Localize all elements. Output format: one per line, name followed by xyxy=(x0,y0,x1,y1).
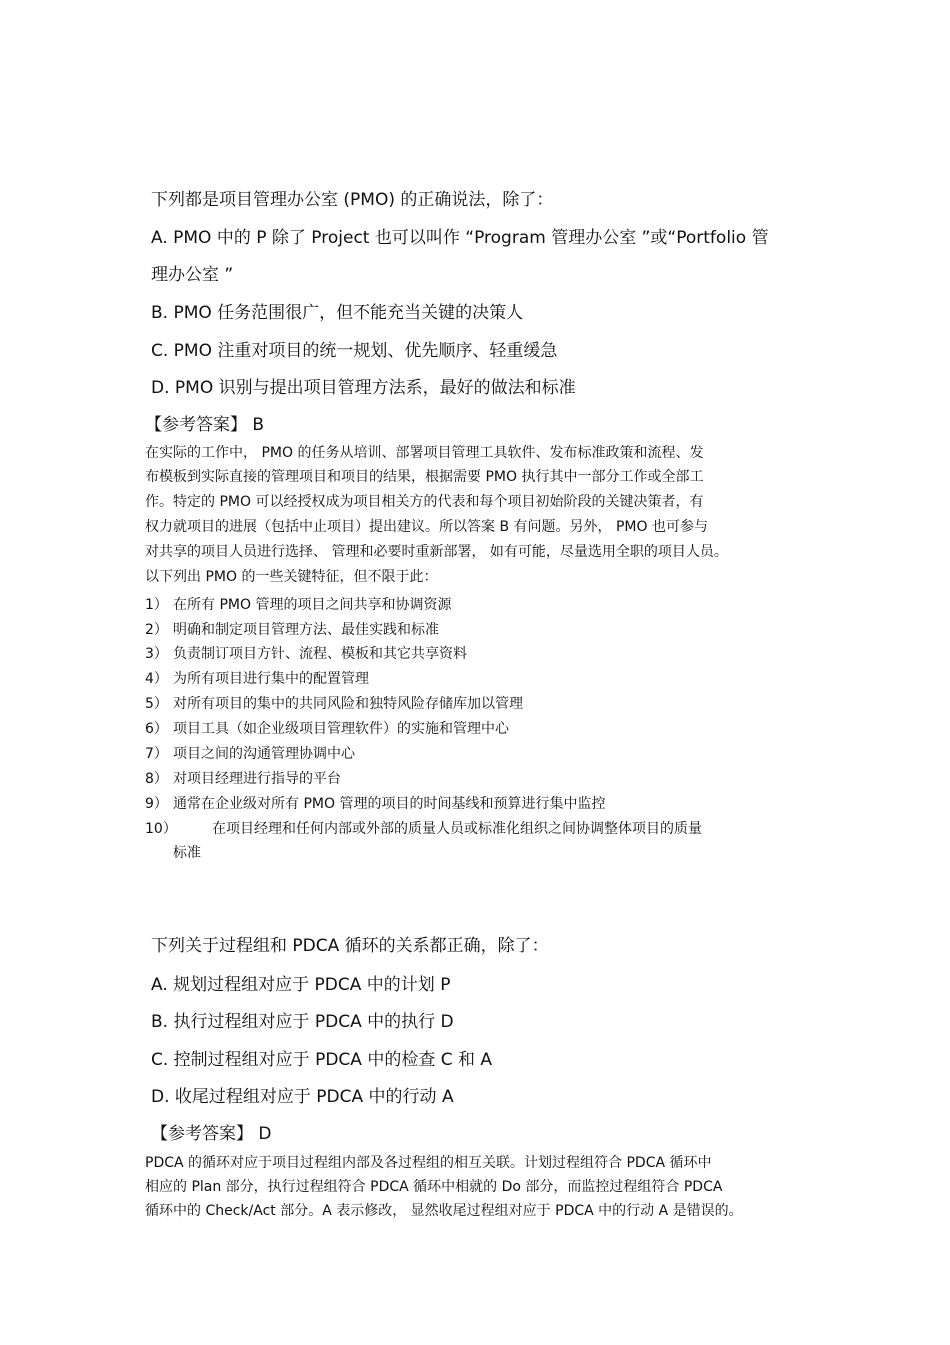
list-item-number: 5） xyxy=(145,696,168,712)
list-item xyxy=(145,594,451,614)
list-item-text: 明确和制定项目管理方法、最佳实践和标准 xyxy=(173,622,439,638)
list-item-number: 7） xyxy=(145,746,168,762)
q1-option-c: C. PMO 注重对项目的统一规划、优先顺序、轻重缓急 xyxy=(151,341,558,361)
list-item-text: 对所有项目的集中的共同风险和独特风险存储库加以管理 xyxy=(173,696,523,712)
list-item-number: 1） xyxy=(145,597,168,613)
list-item-text: 负责制订项目方针、流程、模板和其它共享资料 xyxy=(173,646,467,662)
q2-question: 下列关于过程组和 PDCA 循环的关系都正确，除了： xyxy=(151,936,549,956)
list-item-number: 2） xyxy=(145,622,168,638)
list-item xyxy=(145,668,369,688)
q1-explain-line: 对共享的项目人员进行选择、 管理和必要时重新部署， 如有可能，尽量选用全职的项目人员。 xyxy=(145,544,728,560)
q2-option-c: C. 控制过程组对应于 PDCA 中的检查 C 和 A xyxy=(151,1050,493,1070)
q2-explain-line: 循环中的 Check/Act 部分。A 表示修改， 显然收尾过程组对应于 PDCA 中的行动 A 是错误的。 xyxy=(145,1203,743,1219)
list-item-number: 3） xyxy=(145,646,168,662)
q1-option-b: B. PMO 任务范围很广，但不能充当关键的决策人 xyxy=(151,303,524,323)
list-item xyxy=(145,768,341,788)
list-item-text: 对项目经理进行指导的平台 xyxy=(173,771,341,787)
list-item-number: 4） xyxy=(145,671,168,687)
q1-explain-line: 布模板到实际直接的管理项目和项目的结果，根据需要 PMO 执行其中一部分工作或全部工 xyxy=(145,469,704,485)
list-item-text-cont: 标准 xyxy=(173,845,201,861)
q1-explain-line: 在实际的工作中， PMO 的任务从培训、部署项目管理工具软件、发布标准政策和流程、发 xyxy=(145,445,704,461)
q1-option-d: D. PMO 识别与提出项目管理方法系，最好的做法和标准 xyxy=(151,378,576,398)
q1-option-a: A. PMO 中的 P 除了 Project 也可以叫作 “Program 管理办公室 ”或“Portfolio 管 xyxy=(151,228,769,248)
list-item-text: 为所有项目进行集中的配置管理 xyxy=(173,671,369,687)
q1-option-a-cont: 理办公室 ” xyxy=(151,265,234,285)
list-item-number: 10） xyxy=(145,821,177,837)
q2-explain-line: 相应的 Plan 部分，执行过程组符合 PDCA 循环中相就的 Do 部分，而监控过程组符合 PDCA xyxy=(145,1179,723,1195)
q1-question: 下列都是项目管理办公室 (PMO) 的正确说法，除了： xyxy=(151,190,554,210)
list-item-number: 6） xyxy=(145,721,168,737)
list-item-text: 通常在企业级对所有 PMO 管理的项目的时间基线和预算进行集中监控 xyxy=(173,796,606,812)
list-item xyxy=(145,643,467,663)
q2-option-b: B. 执行过程组对应于 PDCA 中的执行 D xyxy=(151,1012,454,1032)
q1-explain-line: 作。特定的 PMO 可以经授权成为项目相关方的代表和每个项目初始阶段的关键决策者，有 xyxy=(145,494,704,510)
list-item-text: 项目工具（如企业级项目管理软件）的实施和管理中心 xyxy=(173,721,509,737)
list-item xyxy=(145,793,605,813)
list-item-number: 9） xyxy=(145,796,168,812)
q2-explain-line: PDCA 的循环对应于项目过程组内部及各过程组的相互关联。计划过程组符合 PDCA 循环中 xyxy=(145,1155,712,1171)
q2-answer: 【参考答案】 D xyxy=(151,1124,272,1144)
q1-explain-line: 权力就项目的进展（包括中止项目）提出建议。所以答案 B 有问题。另外， PMO 也可参与 xyxy=(145,519,708,535)
q2-option-d: D. 收尾过程组对应于 PDCA 中的行动 A xyxy=(151,1087,454,1107)
q2-option-a: A. 规划过程组对应于 PDCA 中的计划 P xyxy=(151,975,451,995)
q1-explain-line: 以下列出 PMO 的一些关键特征，但不限于此： xyxy=(145,569,438,585)
list-item-text: 在项目经理和任何内部或外部的质量人员或标准化组织之间协调整体项目的质量 xyxy=(212,821,702,837)
list-item-text: 在所有 PMO 管理的项目之间共享和协调资源 xyxy=(173,597,452,613)
q1-answer: 【参考答案】 B xyxy=(145,415,265,435)
list-item-text: 项目之间的沟通管理协调中心 xyxy=(173,746,355,762)
list-item xyxy=(145,619,439,639)
list-item xyxy=(145,718,509,738)
list-item xyxy=(145,693,523,713)
list-item-number: 8） xyxy=(145,771,168,787)
list-item xyxy=(145,743,355,763)
